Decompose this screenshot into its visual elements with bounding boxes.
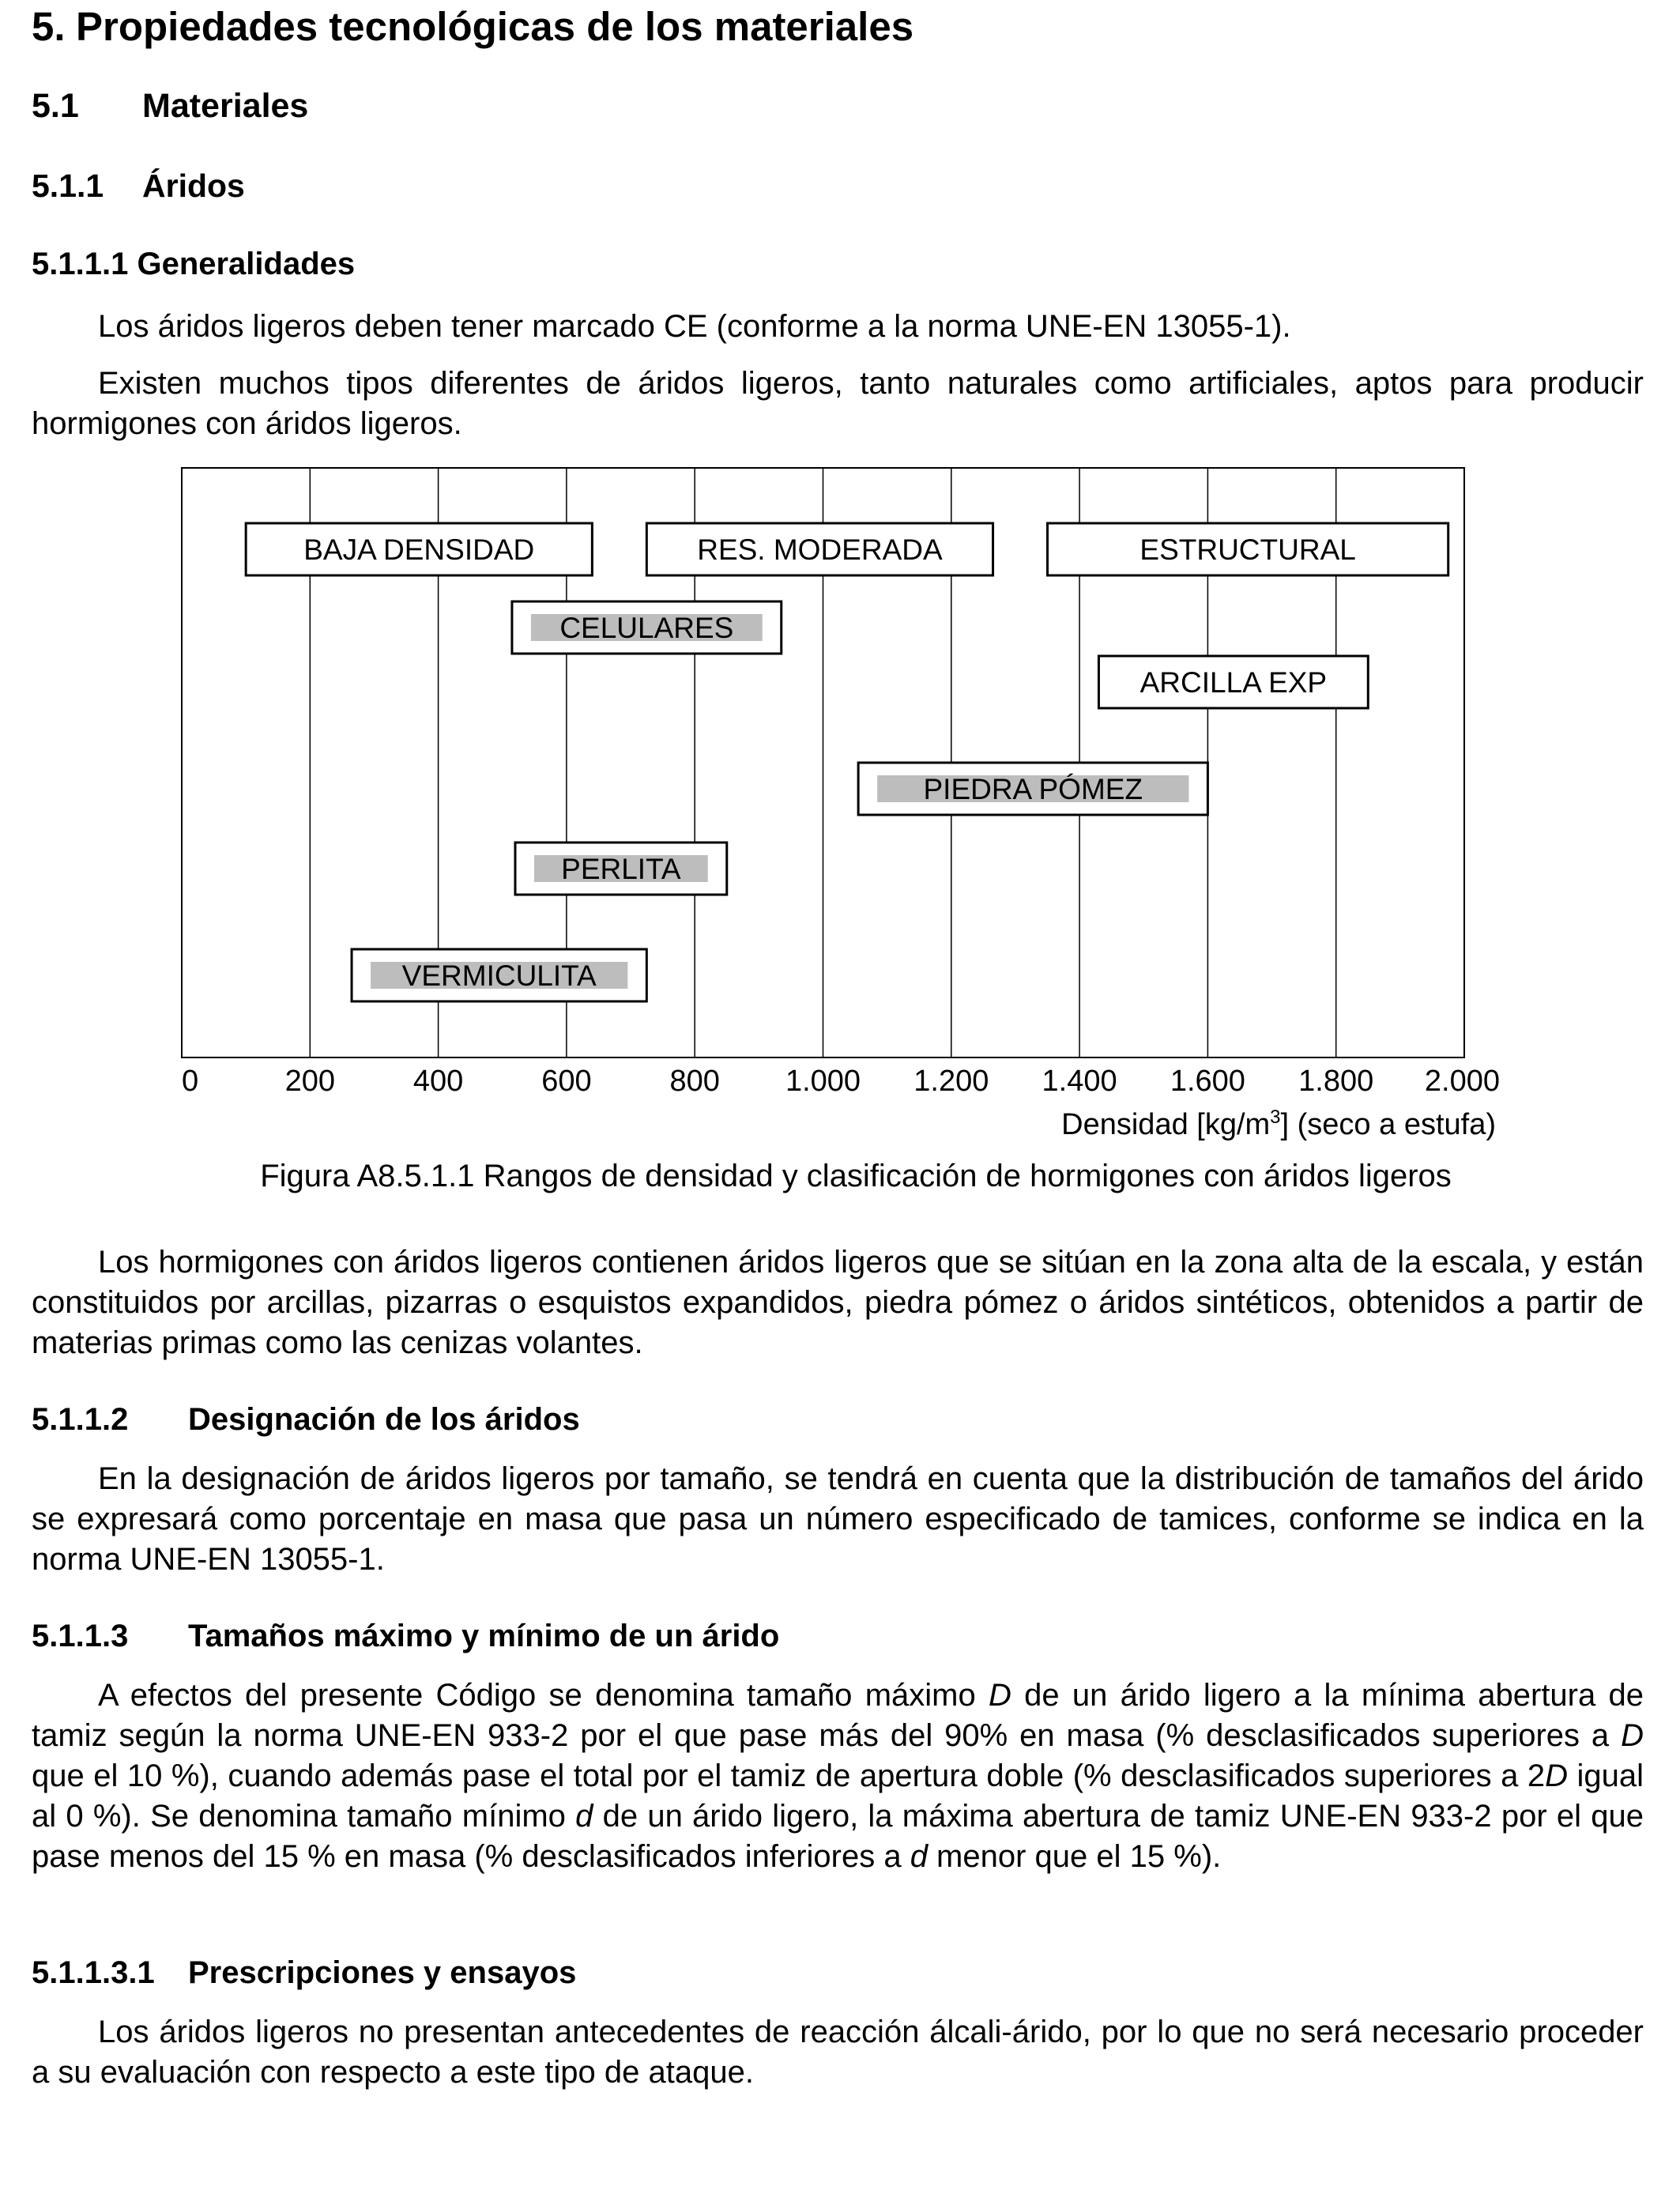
paragraph-ce-marking: Los áridos ligeros deben tener marcado CE (conforme a la norma UNE-EN 13055-1).	[98, 309, 1291, 344]
heading-section-5-1-1-1	[32, 247, 355, 282]
paragraph-lightweight-concretes: Los hormigones con áridos ligeros contienen áridos ligeros que se sitúan en la zona alta de la escala, y están constituidos por arcillas, pizarras o esquistos expandidos, piedra pómez o áridos sintéticos, obtenidos a partir de materias primas como las cenizas volantes.	[32, 1245, 1644, 1360]
text-run: de un árido ligero a la mínima abertura de tamiz según la norma UNE-EN 933-2 por el que pase más del 90% en masa (% desclasificados superiores a	[32, 1678, 1644, 1753]
x-axis-label: Densidad $[kg/m^3]$ (seco a estufa)	[1061, 1106, 1496, 1141]
tick-label: 600	[541, 1065, 592, 1098]
heading-number: 5.1.1.3	[32, 1619, 129, 1653]
tick-label: 200	[284, 1065, 336, 1098]
heading-text: Tamaños máximo y mínimo de un árido	[188, 1619, 780, 1653]
paragraph-max-min-size	[32, 1676, 1644, 1877]
tick-label: 800	[669, 1065, 720, 1098]
heading-number: 5.1.1.1	[32, 247, 129, 281]
heading-section-5	[32, 3, 913, 50]
heading-number: 5.	[32, 4, 66, 49]
heading-text: Generalidades	[137, 247, 356, 281]
heading-text: Propiedades tecnológicas de los materiales	[76, 4, 914, 49]
tick-label: 0	[182, 1065, 199, 1098]
heading-number: 5.1	[32, 87, 79, 125]
tick-label: 1.800	[1298, 1065, 1374, 1098]
heading-text: Prescripciones y ensayos	[188, 1955, 577, 1990]
heading-number: 5.1.1	[32, 168, 104, 204]
range-label: VERMICULITA	[401, 959, 597, 992]
density-range-chart	[0, 458, 1680, 1146]
chart-range-boxes	[246, 523, 1448, 1001]
tick-label: 1.600	[1170, 1065, 1245, 1098]
heading-section-5-1-1-3-1	[32, 1955, 576, 1991]
tick-label: 2.000	[1424, 1065, 1500, 1098]
paragraph-alkali-reaction: Los áridos ligeros no presentan antecedentes de reacción álcali-árido, por lo que no será necesario proceder a su evaluación con respecto a este tipo de ataque.	[32, 2015, 1644, 2090]
tick-label: 1.200	[913, 1065, 989, 1098]
heading-section-5-1	[32, 87, 308, 126]
symbol-D: D	[988, 1678, 1011, 1713]
heading-text: Materiales	[142, 87, 309, 125]
tick-label: 1.000	[785, 1065, 861, 1098]
heading-text: Designación de los áridos	[188, 1402, 580, 1437]
range-label: ESTRUCTURAL	[1139, 533, 1356, 566]
range-label: ARCILLA EXP	[1139, 666, 1328, 699]
heading-text: Áridos	[142, 168, 245, 204]
text-run: de un árido ligero, la máxima abertura de tamiz UNE-EN 933-2 por el que pase menos del 15 % en masa (% desclasificados inferiores a	[32, 1799, 1644, 1874]
symbol-d: d	[575, 1799, 593, 1834]
heading-section-5-1-1	[32, 168, 245, 205]
text-run: que el 10 %), cuando además pase el total por el tamiz de apertura doble (% desclasificados superiores a 2	[32, 1759, 1546, 1793]
range-label: RES. MODERADA	[697, 533, 943, 566]
symbol-d: d	[910, 1839, 928, 1874]
range-label: CELULARES	[559, 612, 734, 644]
range-label: PERLITA	[561, 853, 681, 885]
symbol-D: D	[1545, 1759, 1568, 1793]
text-run: igual al 0 %). Se denomina tamaño mínimo	[32, 1759, 1644, 1834]
paragraph-designation: En la designación de áridos ligeros por tamaño, se tendrá en cuenta que la distribución de tamaños del árido se expresará como porcentaje en masa que pasa un número especificado de tamices, conforme se indica en la norma UNE-EN 13055-1.	[32, 1461, 1644, 1577]
range-label: BAJA DENSIDAD	[303, 533, 535, 566]
chart-tick-labels	[182, 1065, 1500, 1098]
heading-section-5-1-1-2	[32, 1402, 580, 1438]
paragraph-types-of-aggregates: Existen muchos tipos diferentes de áridos ligeros, tanto naturales como artificiales, aptos para producir hormigones con áridos ligeros.	[32, 366, 1644, 441]
heading-number: 5.1.1.2	[32, 1402, 129, 1437]
heading-number: 5.1.1.3.1	[32, 1955, 155, 1990]
heading-section-5-1-1-3	[32, 1619, 779, 1654]
range-label: PIEDRA PÓMEZ	[923, 773, 1143, 805]
text-run: A efectos del presente Código se denomina tamaño máximo	[98, 1678, 989, 1713]
tick-label: 1.400	[1042, 1065, 1117, 1098]
figure-caption: Figura A8.5.1.1 Rangos de densidad y clasificación de hormigones con áridos ligeros	[260, 1159, 1452, 1193]
symbol-D: D	[1621, 1718, 1644, 1753]
text-run: menor que el 15 %).	[927, 1839, 1222, 1874]
tick-label: 400	[412, 1065, 464, 1098]
